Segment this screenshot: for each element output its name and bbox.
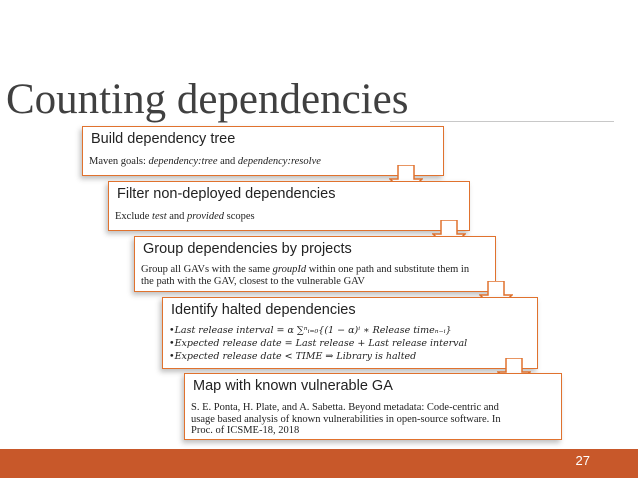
body-italic-text: dependency:tree: [148, 156, 218, 167]
formula-halted-condition: •Expected release date < TIME ⇒ Library is halted: [169, 351, 417, 362]
step-heading: Identify halted dependencies: [171, 302, 356, 318]
body-text: scopes: [223, 211, 255, 222]
formula-expected-release-date: •Expected release date = Last release + Last release interval: [169, 338, 468, 349]
footer-bar: [0, 449, 638, 478]
formula-last-release-interval: •Last release interval = α ∑ⁿᵢ₌₀{(1 − α)ⁱ ∗ Release timeₙ₋ᵢ}: [169, 325, 452, 336]
step-heading: Map with known vulnerable GA: [193, 378, 393, 394]
body-italic-text: dependency:resolve: [237, 156, 321, 167]
step-heading: Group dependencies by projects: [143, 241, 352, 257]
body-text: within one path and substitute them in the path with the GAV, closest to the vulnerable GAV: [141, 264, 470, 287]
step-group-by-projects: [134, 236, 496, 292]
body-text: and: [217, 156, 238, 167]
body-text: Group all GAVs with the same: [141, 264, 273, 275]
step-map-vulnerable-ga: [184, 373, 562, 440]
step-body: [89, 156, 321, 168]
page-number: 27: [575, 453, 590, 468]
page-title: Counting dependencies: [6, 76, 409, 123]
step-heading: Filter non-deployed dependencies: [117, 186, 336, 202]
step-formulas: [169, 324, 467, 363]
step-identify-halted: [162, 297, 538, 369]
body-italic-text: test: [152, 211, 167, 222]
step-body: [141, 264, 481, 287]
body-italic-text: groupId: [272, 264, 307, 275]
body-text: Maven goals:: [89, 156, 149, 167]
step-body: [115, 211, 255, 223]
body-text: and: [166, 211, 188, 222]
body-italic-text: provided: [187, 211, 224, 222]
step-heading: Build dependency tree: [91, 131, 236, 147]
citation-text: S. E. Ponta, H. Plate, and A. Sabetta. Beyond metadata: Code-centric and usage based analysis of known vulnerabilities in open-source software. In Proc. of ICSME-18, 2018: [191, 402, 501, 436]
step-body: [191, 402, 521, 437]
step-filter-non-deployed: [108, 181, 470, 231]
title-divider: [390, 121, 614, 122]
body-text: Exclude: [115, 211, 153, 222]
